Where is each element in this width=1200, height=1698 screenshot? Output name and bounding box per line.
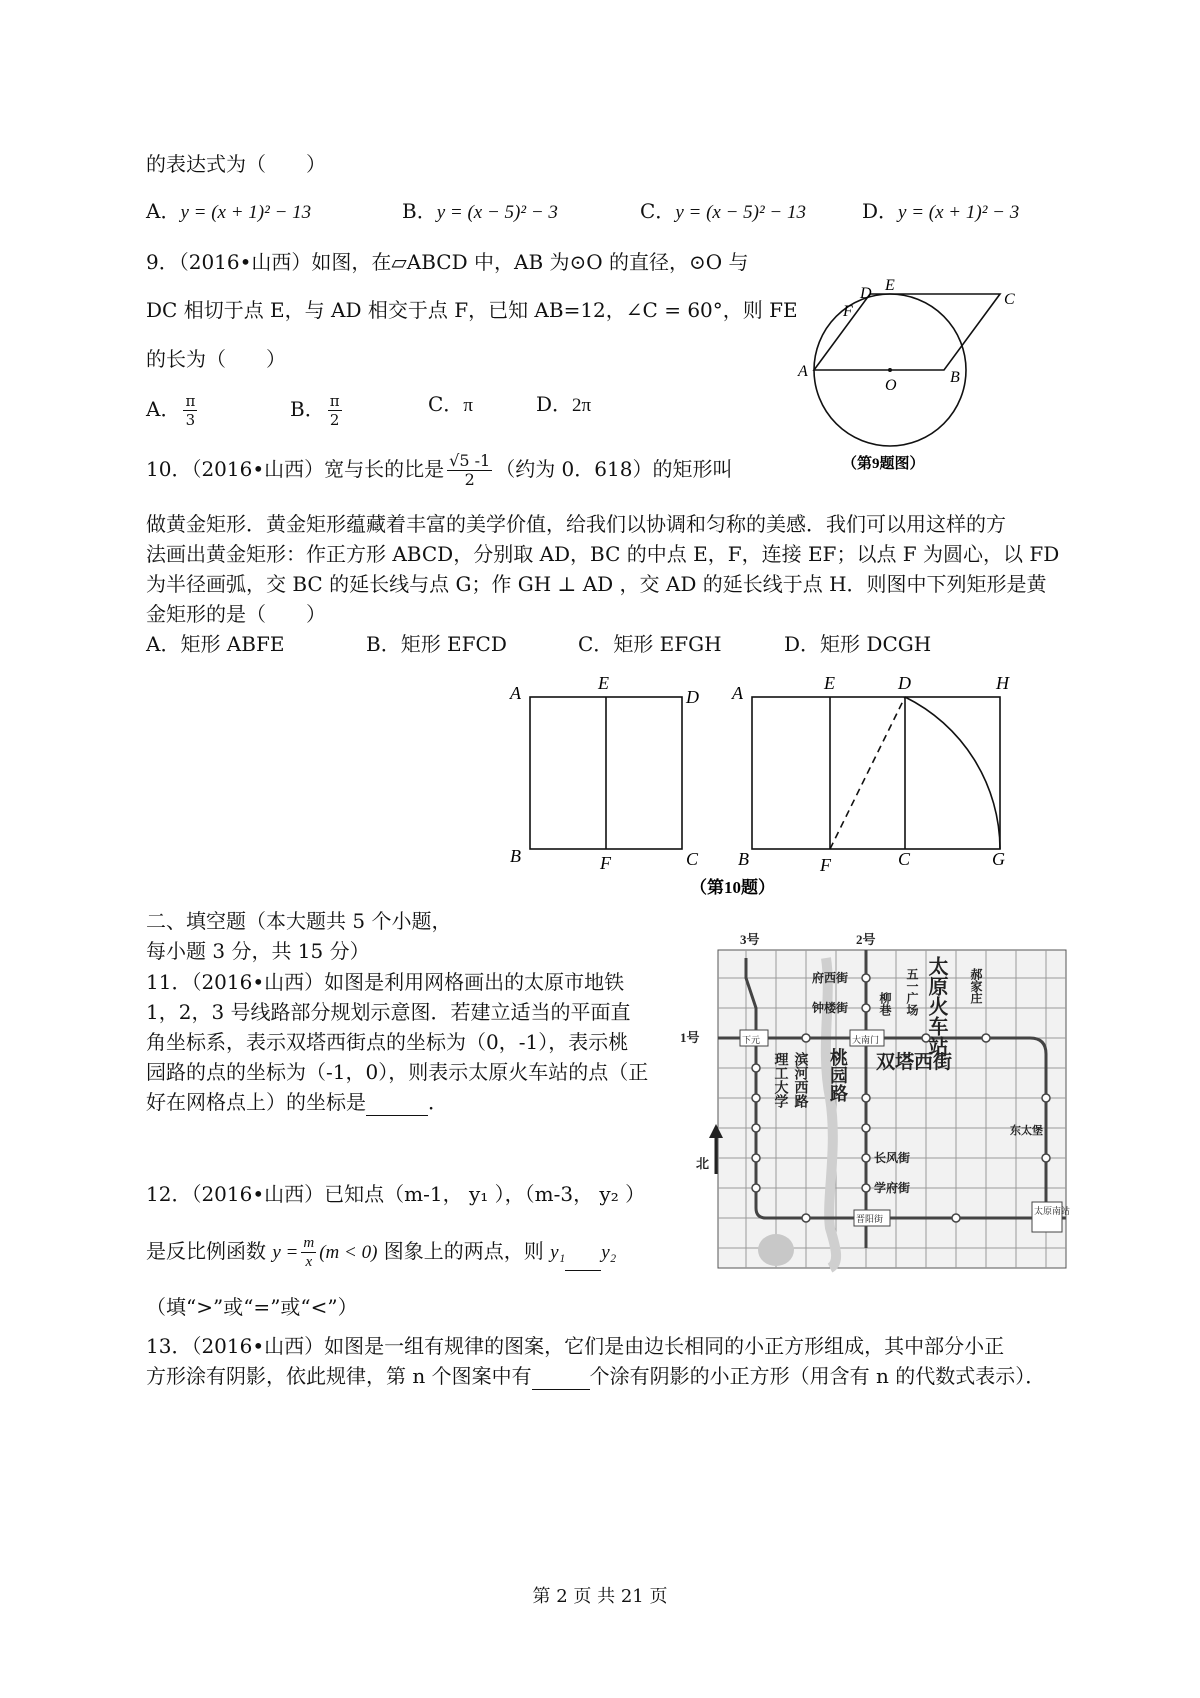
label-a-left: A [510, 683, 521, 703]
label-f: F [843, 303, 853, 320]
label-taiyuan-south: 太原南站 [1034, 1206, 1071, 1216]
label-c-left: C [686, 849, 699, 869]
label-ligong: 理工大学 [772, 1052, 788, 1108]
q12-line1: 12．（2016•山西）已知点（m-1， y₁ ），（m-3， y₂ ） [146, 1182, 646, 1206]
q10-option-d: D．矩形 DCGH [784, 632, 932, 656]
label-h-right: H [996, 675, 1009, 693]
label-g-right: G [992, 849, 1005, 869]
q10-line4: 为半径画弧，交 BC 的延长线与点 G；作 GH ⊥ AD ，交 AD 的延长线于点 H．则图中下列矩形是黄 [146, 572, 1047, 596]
q10-option-c: C．矩形 EFGH [578, 632, 722, 656]
figure-q9 [790, 270, 1040, 480]
q10-line2: 做黄金矩形．黄金矩形蕴藏着丰富的美学价值，给我们以协调和匀称的美感．我们可以用这样的方 [146, 512, 1006, 536]
label-line3: 3号 [740, 932, 760, 947]
q13-line1: 13．（2016•山西）如图是一组有规律的图案，它们是由边长相同的小正方形组成，其中部分小正 [146, 1334, 1005, 1358]
label-changfeng: 长风街 [874, 1151, 911, 1165]
q10-line1: 10．（2016•山西）宽与长的比是 $\frac{√5 -1}{2}$ （约为 0．618）的矩形叫 [146, 451, 733, 489]
q10-option-b: B．矩形 EFCD [366, 632, 507, 656]
q11-line5: 好在网格点上）的坐标是 ． [146, 1090, 448, 1114]
label-haojiazhuang: 郝家庄 [969, 968, 983, 1004]
label-xiayuan: 下元 [742, 1035, 761, 1045]
label-c: C [1004, 291, 1015, 308]
q8-tail: 的表达式为（ ） [146, 152, 326, 176]
label-xuefu: 学府街 [874, 1181, 911, 1195]
q11-answer-blank[interactable] [366, 1095, 428, 1116]
q8-option-b: B．y = (x − 5)² − 3 [402, 199, 558, 223]
q8-option-a: A．y = (x + 1)² − 13 [146, 199, 312, 223]
subway-map-figure [680, 928, 1080, 1276]
label-o: O [885, 377, 897, 394]
parallelogram-abcd [814, 294, 1000, 370]
label-d-right: D [898, 675, 911, 693]
q12-answer-blank[interactable] [565, 1250, 601, 1271]
q8-option-d: D．y = (x + 1)² − 3 [862, 199, 1020, 223]
label-line2: 2号 [856, 932, 876, 947]
section2-line1: 二、填空题（本大题共 5 个小题， [146, 909, 452, 933]
rect-right [752, 697, 1000, 849]
q9-line2: DC 相切于点 E，与 AD 相交于点 F，已知 AB=12，∠C = 60°，则 FE [146, 298, 798, 322]
label-fuxijie: 府西街 [812, 971, 849, 985]
label-jinyang: 晋阳街 [856, 1214, 884, 1224]
q9-line3: 的长为（ ） [146, 347, 286, 371]
q13-line2: 方形涂有阴影，依此规律，第 n 个图案中有 个涂有阴影的小正方形（用含有 n 的代数式表示）． [146, 1364, 1046, 1388]
q9-option-a: A． $\frac{\pi}{3}$ [146, 392, 196, 429]
q10-option-a: A．矩形 ABFE [146, 632, 285, 656]
q11-line2: 1，2，3 号线路部分规划示意图．若建立适当的平面直 [146, 1000, 631, 1024]
q9-option-b: B． $\frac{\pi}{2}$ [290, 392, 340, 429]
q11-line3: 角坐标系，表示双塔西街点的坐标为（0，-1），表示桃 [146, 1030, 629, 1054]
label-dongtaibao: 东太堡 [1010, 1125, 1043, 1137]
q10-line3: 法画出黄金矩形：作正方形 ABCD，分别取 AD，BC 的中点 E，F，连接 EF；以点 F 为圆心，以 FD [146, 542, 1060, 566]
arc-dg [905, 697, 1000, 849]
label-liuxiang: 柳巷 [878, 992, 892, 1016]
caption-q10: （第10题） [690, 878, 775, 897]
section2-line2: 每小题 3 分，共 15 分） [146, 939, 370, 963]
label-taoyuan: 桃园路 [828, 1048, 848, 1102]
label-shuangta: 双塔西街 [876, 1052, 953, 1073]
segment-fd-dashed [830, 697, 905, 849]
label-e-right: E [824, 675, 835, 693]
label-f-right: F [820, 855, 831, 875]
label-f-left: F [600, 853, 611, 873]
label-zhonglou: 钟楼街 [812, 1001, 849, 1015]
page-footer: 第 2 页 共 21 页 [532, 1586, 668, 1607]
q11-line4: 园路的点的坐标为（-1，0），则表示太原火车站的点（正 [146, 1060, 649, 1084]
label-e: E [885, 277, 895, 294]
label-a: A [798, 363, 808, 380]
label-binhe: 滨河西路 [792, 1052, 808, 1108]
center-point [888, 368, 892, 372]
label-d: D [860, 285, 872, 302]
label-north: 北 [696, 1156, 710, 1171]
figure-q10 [500, 675, 1030, 905]
label-d-left: D [686, 687, 699, 707]
label-wuyi: 五一广场 [905, 968, 919, 1016]
q9-option-d: D．2π [536, 392, 592, 416]
caption-q9: （第9题图） [842, 456, 925, 472]
label-b: B [950, 369, 960, 386]
label-c-right: C [898, 849, 911, 869]
q10-line5: 金矩形的是（ ） [146, 602, 326, 626]
q11-line1: 11．（2016•山西）如图是利用网格画出的太原市地铁 [146, 970, 625, 994]
label-b-left: B [510, 846, 521, 866]
label-damenqian: 大南门 [852, 1035, 880, 1045]
lake [758, 1234, 794, 1266]
q12-line2: 是反比例函数 y = $\frac{m}{x}$ (m < 0) 图象上的两点，则 y₁ y₂ [146, 1235, 617, 1270]
label-a-right: A [732, 683, 743, 703]
label-b-right: B [738, 849, 749, 869]
q13-answer-blank[interactable] [532, 1369, 590, 1390]
q8-option-c: C．y = (x − 5)² − 13 [640, 199, 806, 223]
q9-line1: 9．（2016•山西）如图，在▱ABCD 中，AB 为⊙O 的直径，⊙O 与 [146, 250, 749, 274]
q12-line3: （填“>”或“=”或“<”） [146, 1295, 358, 1319]
label-taiyuan-station: 太原火车站 [925, 956, 947, 1056]
q9-option-c: C．π [428, 392, 473, 416]
label-e-left: E [598, 675, 609, 693]
label-line1: 1号 [680, 1030, 700, 1045]
